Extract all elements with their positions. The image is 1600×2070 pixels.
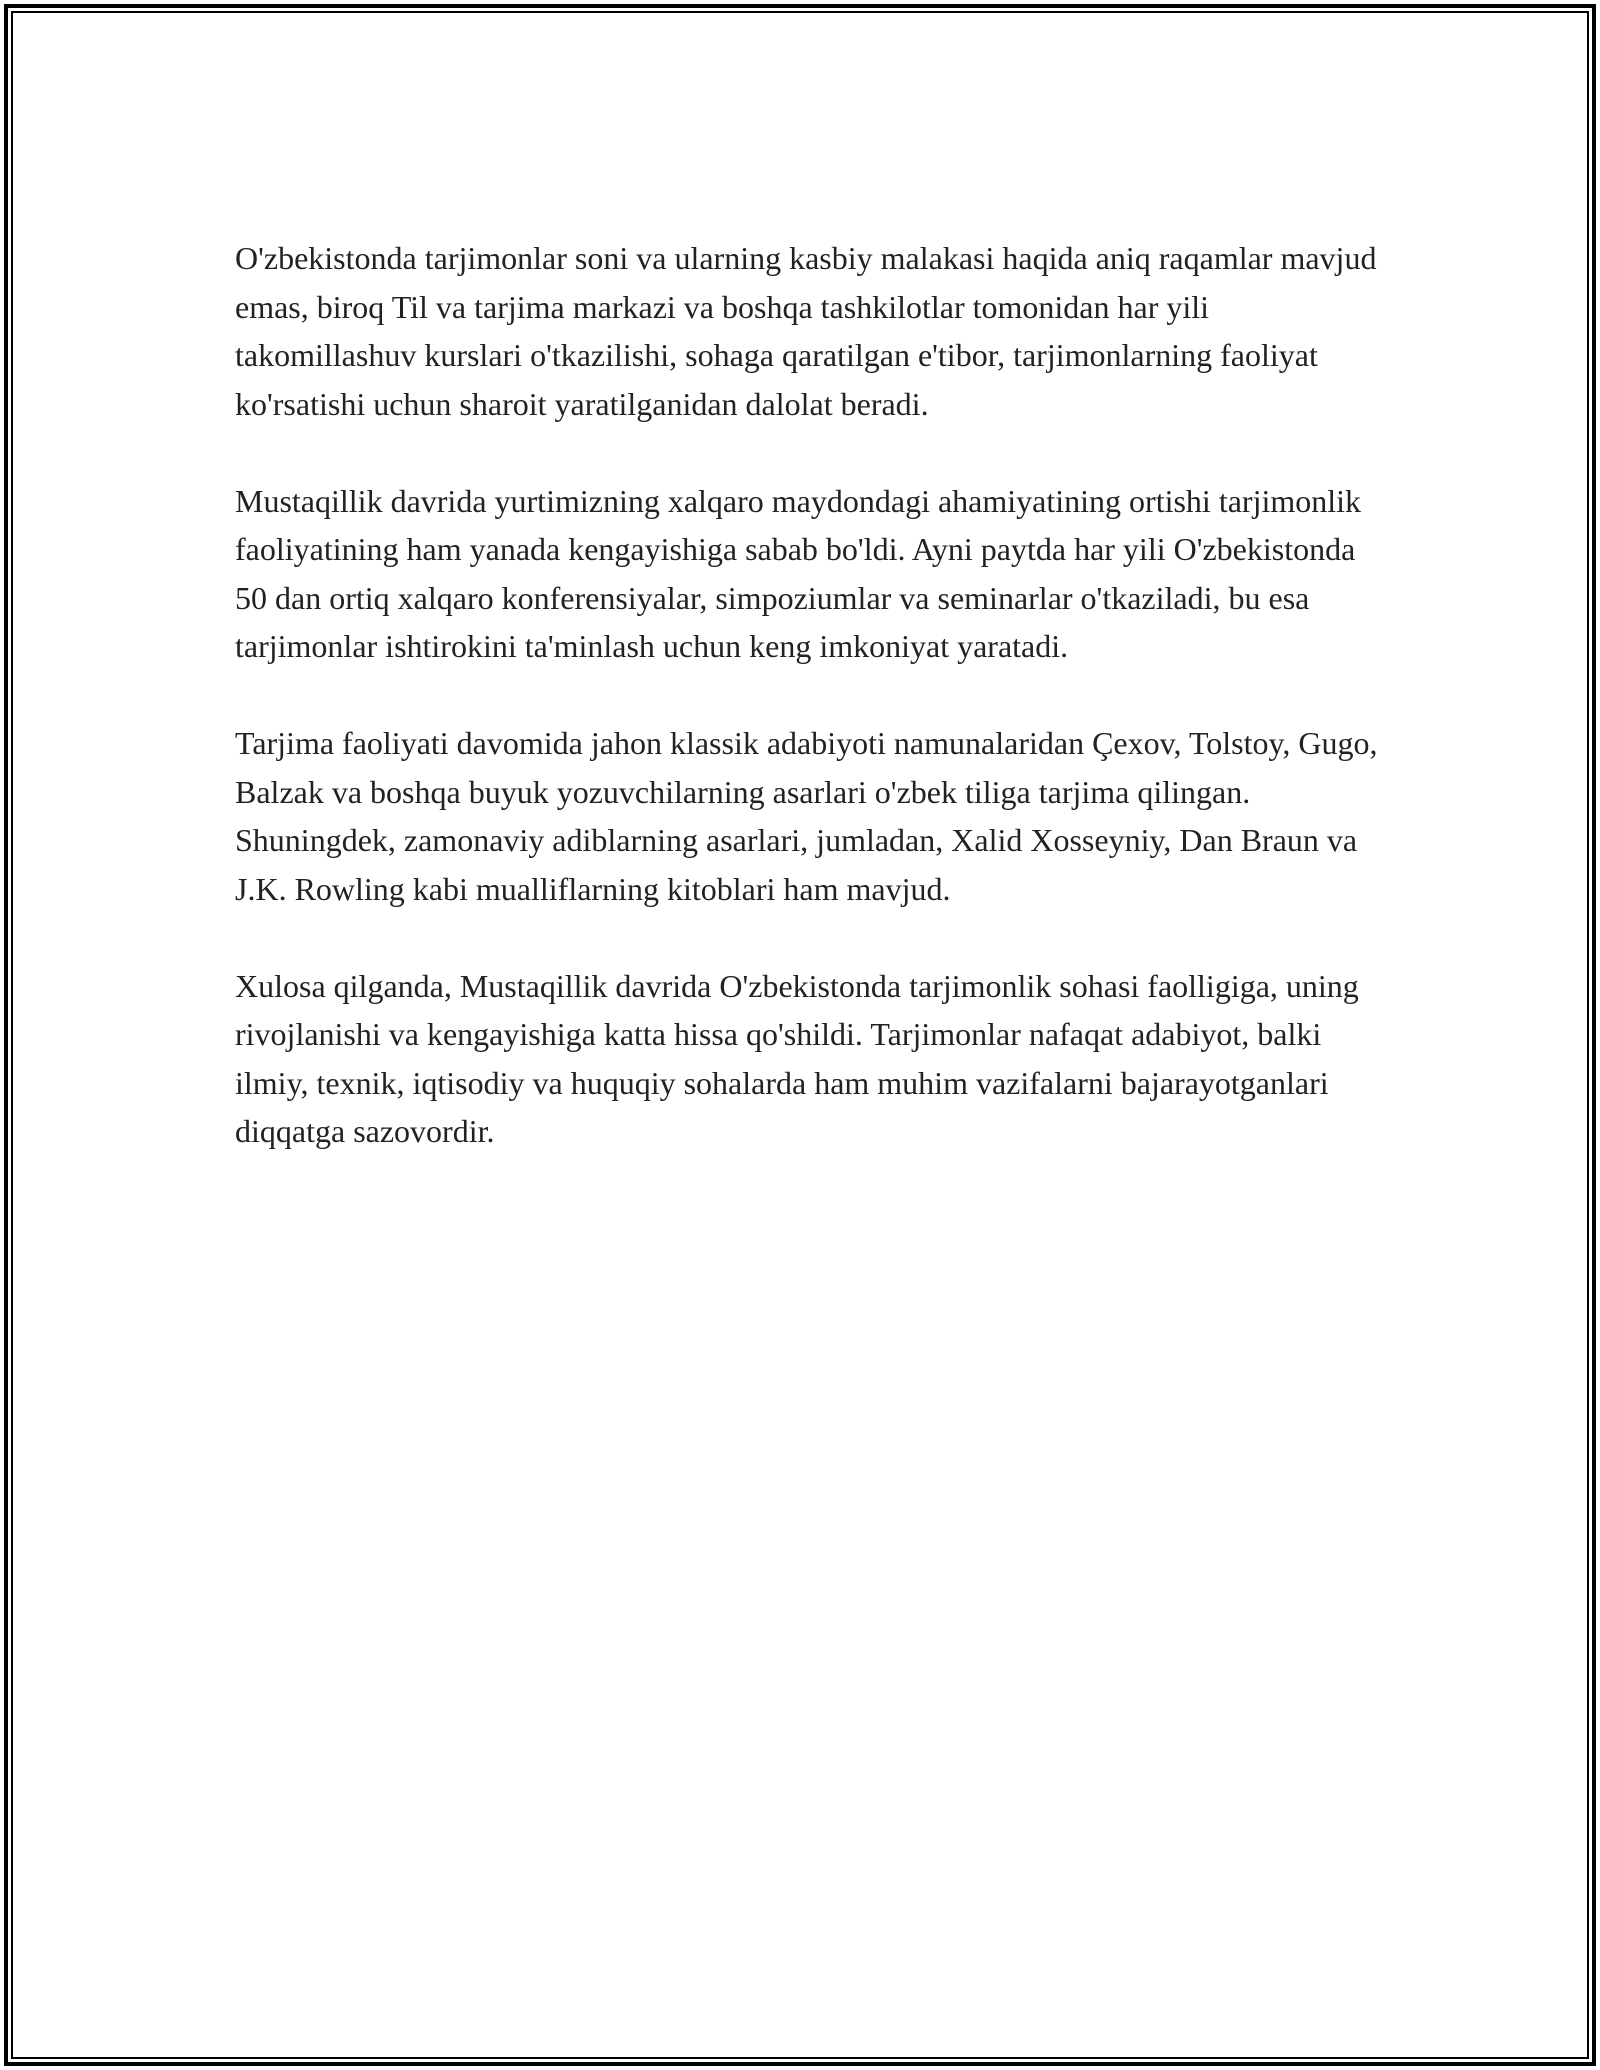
paragraph-2: Mustaqillik davrida yurtimizning xalqaro maydondagi ahamiyatining ortishi tarjimonlik faoliyatining ham yanada kengayishiga sabab bo'ldi. Ayni paytda har yili O'zbekistonda 50 dan ortiq xalqaro konferensiyalar, simpoziumlar va seminarlar o'tkaziladi, bu esa tarjimonlar ishtirokini ta'minlash uchun keng imkoniyat yaratadi. [235, 482, 1362, 664]
document-body [235, 234, 1385, 1204]
paragraph-4: Xulosa qilganda, Mustaqillik davrida O'zbekistonda tarjimonlik sohasi faolligiga, uning rivojlanishi va kengayishiga katta hissa qo'shildi. Tarjimonlar nafaqat adabiyot, balki ilmiy, texnik, iqtisodiy va huquqiy sohalarda ham muhim vazifalarni bajarayotganlari diqqatga sazovordir. [235, 967, 1359, 1149]
paragraph-1: O'zbekistonda tarjimonlar soni va ularning kasbiy malakasi haqida aniq raqamlar mavjud emas, biroq Til va tarjima markazi va boshqa tashkilotlar tomonidan har yili takomillashuv kurslari o'tkazilishi, sohaga qaratilgan e'tibor, tarjimonlarning faoliyat ko'rsatishi uchun sharoit yaratilganidan dalolat beradi. [235, 240, 1377, 422]
paragraph-3: Tarjima faoliyati davomida jahon klassik adabiyoti namunalaridan Çexov, Tolstoy, Gugo, Balzak va boshqa buyuk yozuvchilarning asarlari o'zbek tiliga tarjima qilingan. Shuningdek, zamonaviy adiblarning asarlari, jumladan, Xalid Xosseyniy, Dan Braun va J.K. Rowling kabi mualliflarning kitoblari ham mavjud. [235, 725, 1378, 907]
